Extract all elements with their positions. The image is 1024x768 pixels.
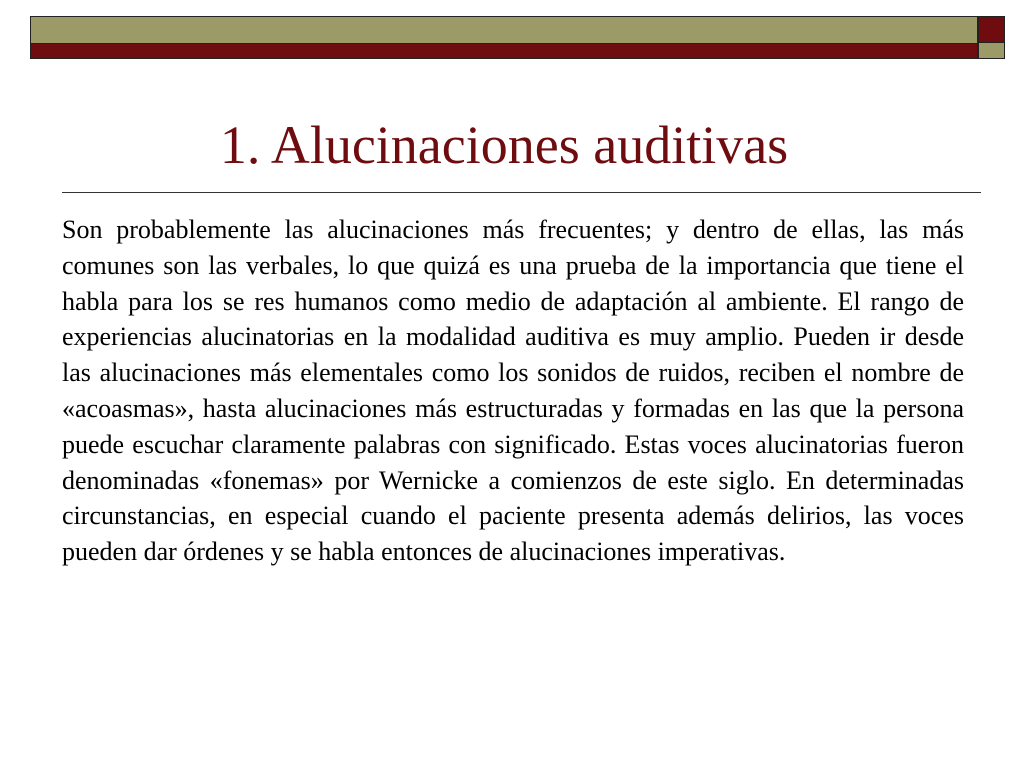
corner-block-olive xyxy=(979,43,1004,58)
title-divider xyxy=(62,192,981,193)
corner-block-maroon xyxy=(979,17,1004,43)
header-bar-maroon-stripe xyxy=(31,44,977,58)
header-decoration-bar xyxy=(30,16,978,59)
slide-body-text: Son probablemente las alucinaciones más frecuentes; y dentro de ellas, las más comunes son las verbales, lo que quizá es una prueba de la importancia que tiene el habla para los se res humanos como medio de adaptación al ambiente. El rango de experiencias alucinatorias en la modalidad auditiva es muy amplio. Pueden ir desde las alucinaciones más elementales como los sonidos de ruidos, reciben el nombre de «acoasmas», hasta alucinaciones más estructuradas y formadas en las que la persona puede escuchar claramente palabras con significado. Estas voces alucinatorias fueron denominadas «fonemas» por Wernicke a comienzos de este siglo. En determinadas circunstancias, en especial cuando el paciente presenta además delirios, las voces pueden dar órdenes y se habla entonces de alucinaciones imperativas. xyxy=(62,215,964,567)
slide-title: 1. Alucinaciones auditivas xyxy=(219,115,789,175)
header-bar-olive-stripe xyxy=(31,17,977,44)
header-corner-block xyxy=(978,16,1005,59)
